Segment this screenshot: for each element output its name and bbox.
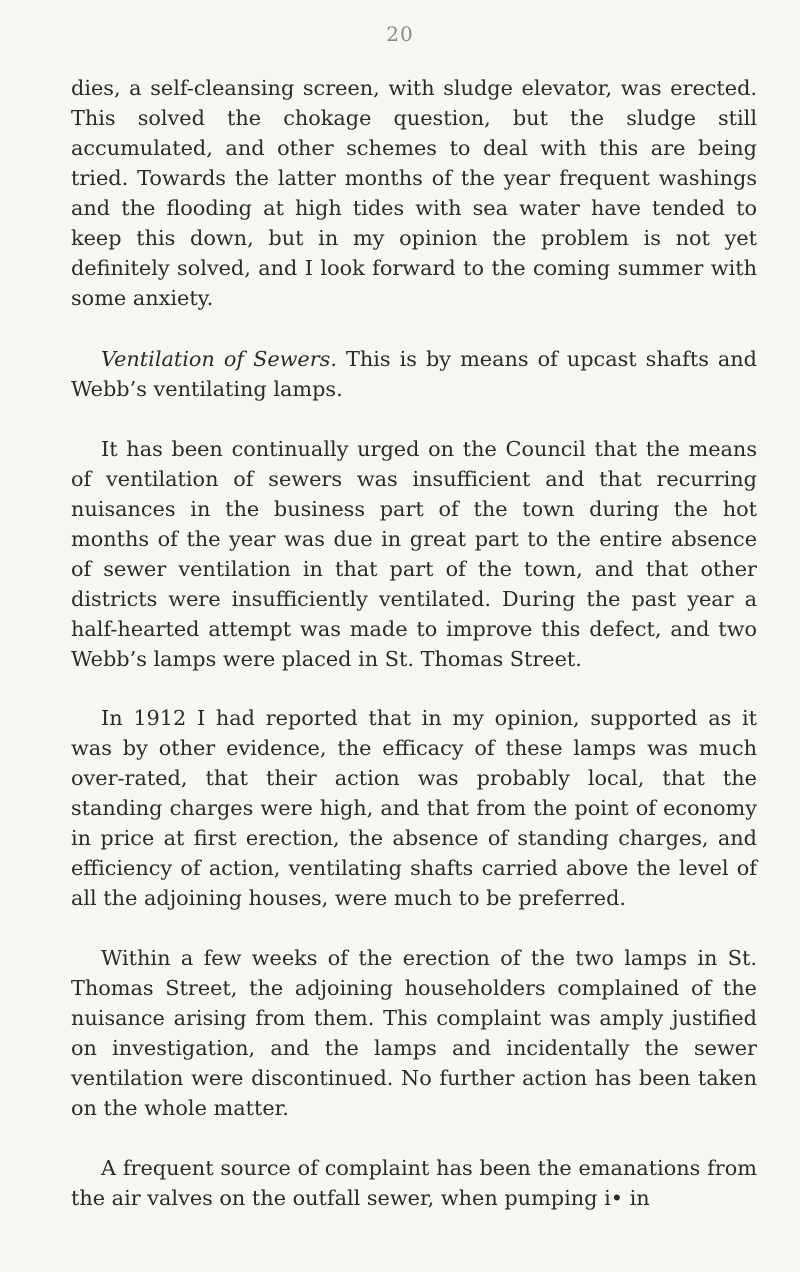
paragraph-sludge: dies, a self-cleansing screen, with sludge elevator, was erected. This solved the chokage question, but the sludge still accumulated, and other schemes to deal with this are being tried. Towards the latter months of the year frequent washings and the flooding at high tides with sea water have tended to keep this down, but in my opinion the problem is not yet definitely solved, and I look forward to the coming summer with some anxiety.	[71, 76, 757, 310]
section-heading-ventilation: Ventilation of Sewers.	[101, 347, 337, 371]
paragraph-ventilation-heading	[71, 344, 757, 404]
paragraph-air-valves: A frequent source of complaint has been the emanations from the air valves on the outfall sewer, when pumping i• in	[71, 1156, 757, 1210]
page-body	[71, 73, 757, 1213]
paragraph-complaints: Within a few weeks of the erection of the two lamps in St. Thomas Street, the adjoining householders complained of the nuisance arising from them. This complaint was amply justified on investigation, and the lamps and incidentally the sewer ventilation were discontinued. No further action has been taken on the whole matter.	[71, 946, 757, 1120]
paragraph-1912-report: In 1912 I had reported that in my opinion, supported as it was by other evidence, the efficacy of these lamps was much over-rated, that their action was probably local, that the standing charges were high, and that from the point of economy in price at first erection, the absence of standing charges, and efficiency of action, ventilating shafts carried above the level of all the adjoining houses, were much to be preferred.	[71, 706, 757, 910]
paragraph-ventilation-text: This is by means of upcast shafts and Webb’s ventilating lamps.	[71, 347, 757, 401]
paragraph-council: It has been continually urged on the Council that the means of ventilation of sewers was insufficient and that recurring nuisances in the business part of the town during the hot months of the year was due in great part to the entire absence of sewer ventilation in that part of the town, and that other districts were insufficiently ventilated. During the past year a half-hearted attempt was made to improve this defect, and two Webb’s lamps were placed in St. Thomas Street.	[71, 437, 757, 671]
page-number: 20	[386, 22, 414, 46]
